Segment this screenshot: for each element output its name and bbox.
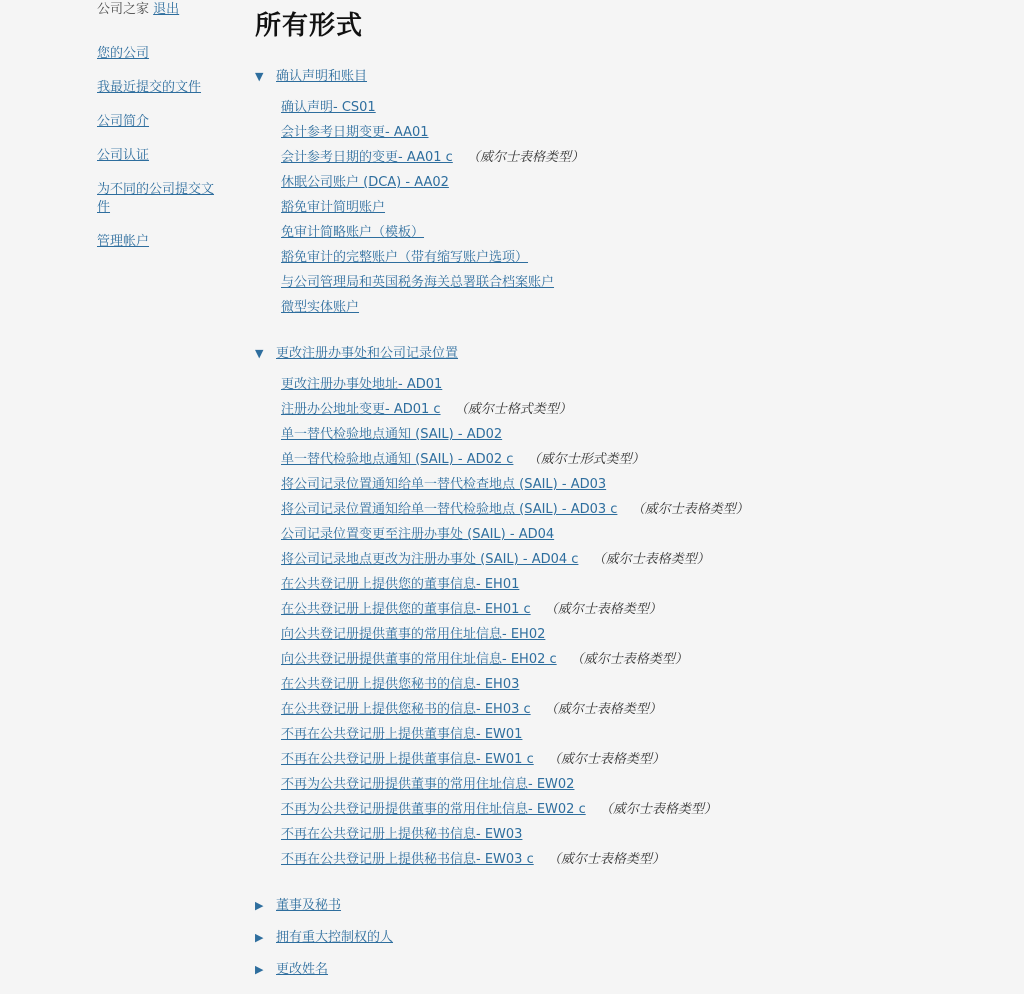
form-link[interactable]: 在公共登记册上提供您秘书的信息- EH03 c: [281, 702, 531, 717]
sidebar-nav-link[interactable]: 我最近提交的文件: [97, 80, 202, 95]
form-link[interactable]: 会计参考日期的变更- AA01 c: [281, 150, 453, 165]
welsh-form-note: （威尔士表格类型）: [599, 802, 717, 817]
form-link[interactable]: 与公司管理局和英国税务海关总署联合档案账户: [281, 275, 555, 290]
welsh-form-note: （威尔士表格类型）: [570, 652, 688, 667]
form-link[interactable]: 更改注册办事处地址- AD01: [281, 377, 443, 392]
welsh-form-note: （威尔士形式类型）: [527, 452, 645, 467]
section-toggle-link[interactable]: 更改姓名: [276, 962, 329, 977]
form-link[interactable]: 向公共登记册提供董事的常用住址信息- EH02 c: [281, 652, 557, 667]
form-row: [281, 653, 749, 666]
sidebar-nav-link[interactable]: 为不同的公司提交文件: [97, 182, 215, 215]
form-link[interactable]: 微型实体账户: [281, 300, 360, 315]
form-link[interactable]: 将公司记录位置通知给单一替代检查地点 (SAIL) - AD03: [281, 477, 607, 492]
form-link[interactable]: 注册办公地址变更- AD01 c: [281, 402, 441, 417]
form-link[interactable]: 将公司记录地点更改为注册办事处 (SAIL) - AD04 c: [281, 552, 579, 567]
sidebar-nav-item: [97, 113, 219, 131]
sidebar: [97, 0, 255, 994]
form-row: [281, 853, 749, 866]
section-confirmation-and-accounts: [255, 69, 749, 314]
section-expanded-icon[interactable]: ▼: [255, 347, 264, 360]
form-row: [281, 378, 749, 391]
form-row: [281, 403, 749, 416]
form-link[interactable]: 不再在公共登记册上提供秘书信息- EW03 c: [281, 852, 534, 867]
sidebar-nav-item: [97, 79, 219, 97]
form-link[interactable]: 免审计简略账户（模板）: [281, 225, 425, 240]
form-row: [281, 176, 749, 189]
form-row: [281, 503, 749, 516]
section-expanded-icon[interactable]: ▼: [255, 70, 264, 83]
form-link[interactable]: 确认声明- CS01: [281, 100, 376, 115]
section-toggle-link[interactable]: 更改注册办事处和公司记录位置: [276, 346, 459, 361]
form-link[interactable]: 不再在公共登记册上提供董事信息- EW01 c: [281, 752, 534, 767]
sidebar-nav-item: [97, 181, 219, 217]
form-link[interactable]: 不再为公共登记册提供董事的常用住址信息- EW02: [281, 777, 575, 792]
section-toggle-link[interactable]: 确认声明和账目: [276, 69, 368, 84]
section-collapsed-icon[interactable]: ▶: [255, 931, 264, 944]
form-row: [281, 151, 749, 164]
form-row: [281, 553, 749, 566]
brand-row: [97, 2, 255, 18]
welsh-form-note: （威尔士表格类型）: [466, 150, 584, 165]
form-row: [281, 301, 749, 314]
section-toggle-link[interactable]: 董事及秘书: [276, 898, 342, 913]
form-row: [281, 126, 749, 139]
welsh-form-note: （威尔士表格类型）: [544, 702, 662, 717]
form-link[interactable]: 在公共登记册上提供您的董事信息- EH01: [281, 577, 520, 592]
form-link[interactable]: 不再在公共登记册上提供董事信息- EW01: [281, 727, 523, 742]
form-list: [281, 378, 749, 866]
form-link[interactable]: 将公司记录位置通知给单一替代检验地点 (SAIL) - AD03 c: [281, 502, 618, 517]
form-link[interactable]: 豁免审计简明账户: [281, 200, 386, 215]
form-row: [281, 276, 749, 289]
section-header: [255, 930, 749, 945]
sidebar-nav-link[interactable]: 管理帐户: [97, 234, 150, 249]
form-row: [281, 803, 749, 816]
form-row: [281, 201, 749, 214]
form-link[interactable]: 单一替代检验地点通知 (SAIL) - AD02 c: [281, 452, 514, 467]
section-header: [255, 69, 749, 84]
section-registered-office-and-records: [255, 346, 749, 866]
form-row: [281, 101, 749, 114]
section-toggle-link[interactable]: 拥有重大控制权的人: [276, 930, 394, 945]
page-title: 所有形式: [255, 11, 364, 41]
form-link[interactable]: 休眠公司账户 (DCA) - AA02: [281, 175, 449, 190]
form-row: [281, 453, 749, 466]
sidebar-nav-link[interactable]: 您的公司: [97, 46, 150, 61]
brand-text: 公司之家: [97, 2, 150, 17]
section-collapsed-icon[interactable]: ▶: [255, 899, 264, 912]
section-directors-and-secretaries: [255, 898, 749, 913]
form-link[interactable]: 公司记录位置变更至注册办事处 (SAIL) - AD04: [281, 527, 555, 542]
form-link[interactable]: 在公共登记册上提供您的董事信息- EH01 c: [281, 602, 531, 617]
form-row: [281, 226, 749, 239]
form-link[interactable]: 会计参考日期变更- AA01: [281, 125, 429, 140]
form-row: [281, 828, 749, 841]
form-row: [281, 703, 749, 716]
form-list: [281, 101, 749, 314]
section-people-with-significant-control: [255, 930, 749, 945]
form-row: [281, 753, 749, 766]
welsh-form-note: （威尔士格式类型）: [454, 402, 572, 417]
form-link[interactable]: 向公共登记册提供董事的常用住址信息- EH02: [281, 627, 546, 642]
welsh-form-note: （威尔士表格类型）: [544, 602, 662, 617]
form-row: [281, 628, 749, 641]
welsh-form-note: （威尔士表格类型）: [547, 752, 665, 767]
sidebar-nav-item: [97, 147, 219, 165]
section-change-of-name: [255, 962, 749, 977]
welsh-form-note: （威尔士表格类型）: [592, 552, 710, 567]
form-link[interactable]: 单一替代检验地点通知 (SAIL) - AD02: [281, 427, 503, 442]
sidebar-nav: [97, 45, 255, 251]
sidebar-nav-link[interactable]: 公司认证: [97, 148, 150, 163]
form-row: [281, 603, 749, 616]
sidebar-nav-item: [97, 233, 219, 251]
section-collapsed-icon[interactable]: ▶: [255, 963, 264, 976]
form-row: [281, 428, 749, 441]
form-link[interactable]: 不再在公共登记册上提供秘书信息- EW03: [281, 827, 523, 842]
form-row: [281, 678, 749, 691]
form-row: [281, 778, 749, 791]
section-header: [255, 898, 749, 913]
form-row: [281, 251, 749, 264]
section-header: [255, 962, 749, 977]
welsh-form-note: （威尔士表格类型）: [547, 852, 665, 867]
welsh-form-note: （威尔士表格类型）: [631, 502, 749, 517]
form-link[interactable]: 豁免审计的完整账户（带有缩写账户选项）: [281, 250, 529, 265]
signout-link[interactable]: 退出: [153, 2, 180, 17]
form-link[interactable]: 不再为公共登记册提供董事的常用住址信息- EW02 c: [281, 802, 586, 817]
form-row: [281, 528, 749, 541]
form-row: [281, 578, 749, 591]
section-header: [255, 346, 749, 361]
main-content: [255, 0, 749, 994]
form-link[interactable]: 在公共登记册上提供您秘书的信息- EH03: [281, 677, 520, 692]
sidebar-nav-item: [97, 45, 219, 63]
form-row: [281, 478, 749, 491]
sidebar-nav-link[interactable]: 公司简介: [97, 114, 150, 129]
form-row: [281, 728, 749, 741]
